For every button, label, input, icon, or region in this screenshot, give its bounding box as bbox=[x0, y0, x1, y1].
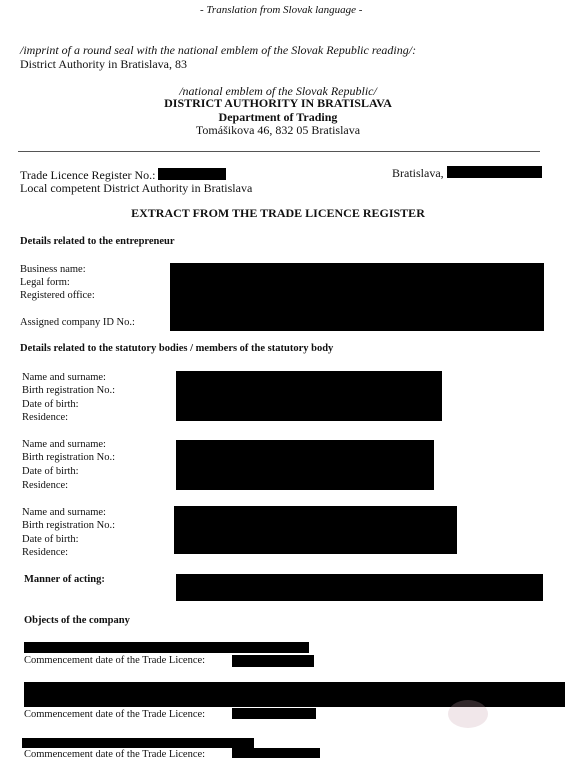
emblem-note: /national emblem of the Slovak Republic/ bbox=[179, 84, 377, 98]
name-surname-label: Name and surname: bbox=[22, 439, 106, 450]
redacted-object-text bbox=[22, 738, 254, 748]
authority-name: DISTRICT AUTHORITY IN BRATISLAVA bbox=[164, 96, 392, 110]
department-name: Department of Trading bbox=[218, 110, 338, 124]
commencement-date-label: Commencement date of the Trade Licence: bbox=[24, 655, 206, 666]
residence-label: Residence: bbox=[22, 412, 69, 423]
seal-imprint-note: /imprint of a round seal with the national emblem of the Slovak Republic reading/: bbox=[20, 43, 417, 57]
date-of-birth-label: Date of birth: bbox=[22, 534, 79, 545]
authority-line: Local competent District Authority in Bratislava bbox=[20, 181, 253, 195]
redacted-commencement-date bbox=[232, 708, 316, 719]
redacted-member-details bbox=[176, 371, 442, 421]
document-title: EXTRACT FROM THE TRADE LICENCE REGISTER bbox=[131, 206, 425, 220]
entrepreneur-heading: Details related to the entrepreneur bbox=[20, 236, 175, 247]
date-of-birth-label: Date of birth: bbox=[22, 466, 79, 477]
objects-heading: Objects of the company bbox=[24, 615, 130, 626]
redacted-register-no bbox=[158, 168, 226, 180]
redacted-object-text bbox=[24, 642, 309, 653]
name-surname-label: Name and surname: bbox=[22, 507, 106, 518]
commencement-date-label: Commencement date of the Trade Licence: bbox=[24, 749, 206, 760]
stamp-smudge bbox=[448, 700, 488, 728]
place-label: Bratislava, bbox=[392, 166, 444, 180]
registered-office-label: Registered office: bbox=[20, 290, 95, 301]
redacted-member-details bbox=[176, 440, 434, 490]
redacted-object-text bbox=[24, 682, 565, 707]
birth-registration-label: Birth registration No.: bbox=[22, 452, 116, 463]
residence-label: Residence: bbox=[22, 547, 69, 558]
header-divider bbox=[18, 151, 540, 152]
redacted-entrepreneur-details bbox=[170, 263, 544, 331]
redacted-commencement-date bbox=[232, 748, 320, 758]
name-surname-label: Name and surname: bbox=[22, 372, 106, 383]
authority-address: Tomášikova 46, 832 05 Bratislava bbox=[195, 123, 361, 137]
residence-label: Residence: bbox=[22, 480, 69, 491]
translation-note: - Translation from Slovak language - bbox=[200, 4, 363, 16]
redacted-manner-of-acting bbox=[176, 574, 543, 601]
seal-text: District Authority in Bratislava, 83 bbox=[20, 57, 187, 71]
date-of-birth-label: Date of birth: bbox=[22, 399, 79, 410]
redacted-date bbox=[447, 166, 542, 178]
redacted-member-details bbox=[174, 506, 457, 554]
register-no-label: Trade Licence Register No.: bbox=[20, 168, 156, 182]
statutory-heading: Details related to the statutory bodies / members of the statutory body bbox=[20, 343, 334, 354]
birth-registration-label: Birth registration No.: bbox=[22, 520, 116, 531]
legal-form-label: Legal form: bbox=[20, 277, 70, 288]
company-id-label: Assigned company ID No.: bbox=[20, 317, 135, 328]
commencement-date-label: Commencement date of the Trade Licence: bbox=[24, 709, 206, 720]
business-name-label: Business name: bbox=[20, 264, 86, 275]
birth-registration-label: Birth registration No.: bbox=[22, 385, 116, 396]
redacted-commencement-date bbox=[232, 655, 314, 667]
manner-of-acting-label: Manner of acting: bbox=[24, 574, 105, 585]
